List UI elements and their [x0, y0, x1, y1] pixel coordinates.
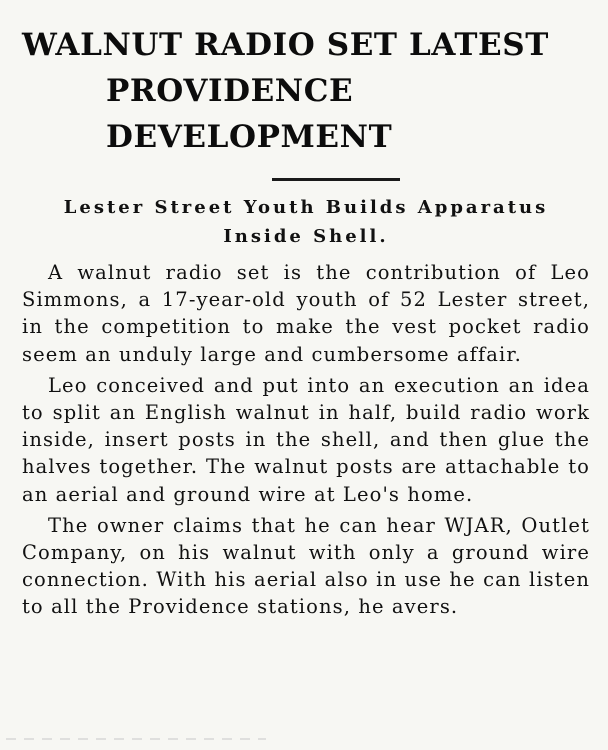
paragraph-3: The owner claims that he can hear WJAR, Outlet Company, on his walnut with only a ground wire connection. With his aerial also in use he can listen to all the Providence stations, he avers. [22, 513, 590, 619]
headline [22, 22, 590, 160]
paragraph-1: A walnut radio set is the contribution of Leo Simmons, a 17-year-old youth of 52 Lester street, in the competition to make the vest pocket radio seem an unduly large and cumbersome affair. [22, 261, 590, 366]
headline-line-1: WALNUT RADIO SET LATEST [22, 27, 549, 63]
headline-divider [272, 178, 400, 181]
subheadline: Lester Street Youth Builds Apparatus Inside Shell. [63, 197, 549, 247]
paragraph-2: Leo conceived and put into an execution an idea to split an English walnut in half, build radio work inside, insert posts in the shell, and then glue the halves together. The walnut posts are attachable to an aerial and ground wire at Leo's home. [22, 373, 590, 506]
article-body [22, 259, 590, 621]
scan-artifact [6, 738, 266, 740]
headline-line-2: PROVIDENCE DEVELOPMENT [106, 73, 393, 155]
